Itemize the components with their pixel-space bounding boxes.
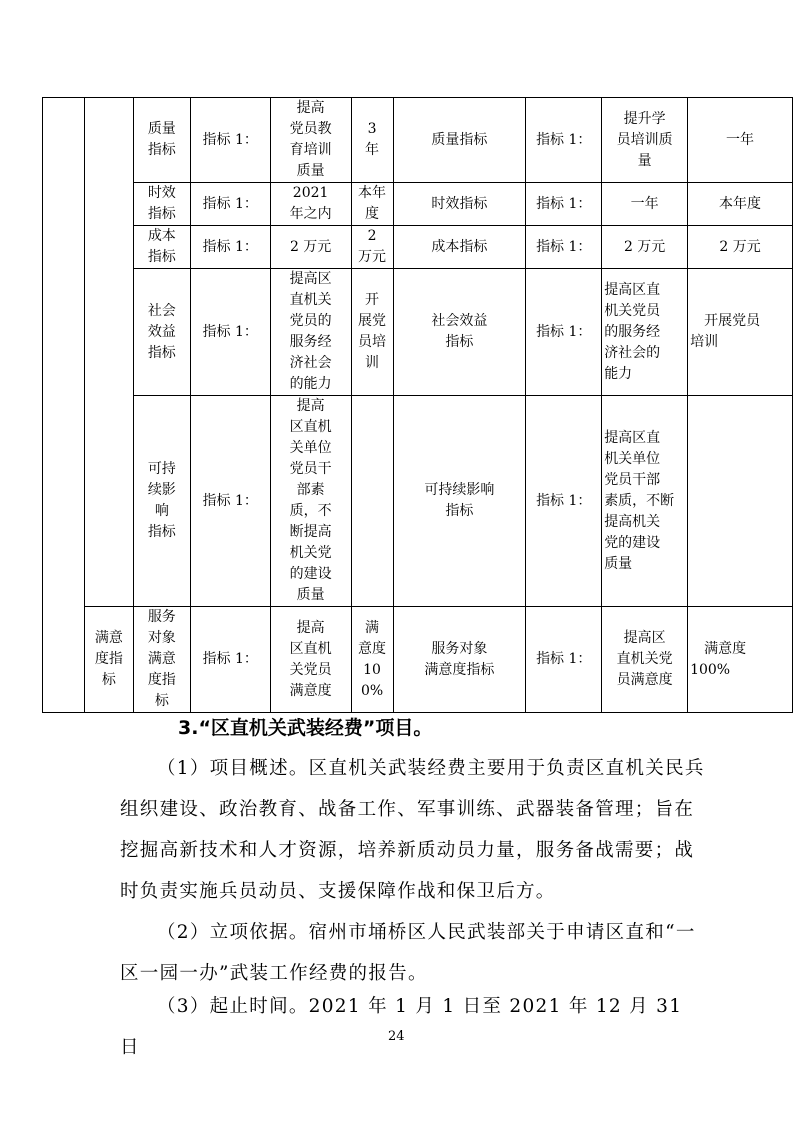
page-number: 24 bbox=[388, 1029, 405, 1044]
table-row bbox=[43, 396, 793, 607]
indicator-value: 2 万元 bbox=[351, 226, 393, 269]
indicator-category-2: 成本指标 bbox=[393, 226, 526, 269]
indicator-value: 开 展党 员培 训 bbox=[351, 269, 393, 396]
indicator-number-2: 指标 1： bbox=[526, 226, 602, 269]
indicator-number: 指标 1： bbox=[190, 183, 270, 226]
indicator-value-2: 本年度 bbox=[688, 183, 793, 226]
indicator-value: 3 年 bbox=[351, 98, 393, 183]
indicator-category-2: 时效指标 bbox=[393, 183, 526, 226]
indicator-category-2: 质量指标 bbox=[393, 98, 526, 183]
indicator-category: 可持 续影 响 指标 bbox=[133, 396, 190, 607]
table-row bbox=[43, 607, 793, 713]
indicator-category-2: 社会效益 指标 bbox=[393, 269, 526, 396]
indicator-description-2: 提高区直 机关党员 的服务经 济社会的 能力 bbox=[602, 269, 688, 396]
indicator-category: 成本 指标 bbox=[133, 226, 190, 269]
indicator-category: 服务 对象 满意 度指 标 bbox=[133, 607, 190, 713]
indicator-number-2: 指标 1： bbox=[526, 607, 602, 713]
indicator-description: 提高区 直机关 党员的 服务经 济社会 的能力 bbox=[270, 269, 351, 396]
indicator-value-2 bbox=[688, 396, 793, 607]
indicator-value bbox=[351, 396, 393, 607]
left-margin-cell bbox=[43, 98, 85, 713]
paragraph-period: （3）起止时间。2021 年 1 月 1 日至 2021 年 12 月 31 日 bbox=[120, 996, 683, 1058]
group-cell bbox=[84, 98, 133, 607]
indicator-number: 指标 1： bbox=[190, 269, 270, 396]
indicator-category: 社会 效益 指标 bbox=[133, 269, 190, 396]
indicator-category: 质量 指标 bbox=[133, 98, 190, 183]
indicator-description: 2021 年之内 bbox=[270, 183, 351, 226]
indicator-description-2: 2 万元 bbox=[602, 226, 688, 269]
satisfaction-group-label: 满意 度指 标 bbox=[84, 607, 133, 713]
indicator-category-2: 可持续影响 指标 bbox=[393, 396, 526, 607]
indicator-value-2: 2 万元 bbox=[688, 226, 793, 269]
indicator-description-2: 提升学 员培训质 量 bbox=[602, 98, 688, 183]
indicator-value: 满 意度 100% bbox=[351, 607, 393, 713]
indicator-category: 时效 指标 bbox=[133, 183, 190, 226]
indicator-number-2: 指标 1： bbox=[526, 98, 602, 183]
table-row bbox=[43, 269, 793, 396]
indicator-value-2: 开展党员 培训 bbox=[688, 269, 793, 396]
indicator-number: 指标 1： bbox=[190, 396, 270, 607]
indicator-description: 提高 区直机 关党员 满意度 bbox=[270, 607, 351, 713]
indicator-category-2: 服务对象 满意度指标 bbox=[393, 607, 526, 713]
indicator-number-2: 指标 1： bbox=[526, 183, 602, 226]
indicator-number: 指标 1： bbox=[190, 226, 270, 269]
indicator-number-2: 指标 1： bbox=[526, 269, 602, 396]
indicator-number-2: 指标 1： bbox=[526, 396, 602, 607]
indicator-description: 2 万元 bbox=[270, 226, 351, 269]
indicator-description-2: 提高区 直机关党 员满意度 bbox=[602, 607, 688, 713]
indicator-number: 指标 1： bbox=[190, 607, 270, 713]
indicator-description: 提高 区直机 关单位 党员干 部素 质，不 断提高 机关党 的建设 质量 bbox=[270, 396, 351, 607]
indicator-number: 指标 1： bbox=[190, 98, 270, 183]
table-row bbox=[43, 98, 793, 183]
indicator-value-2: 一年 bbox=[688, 98, 793, 183]
indicator-description: 提高 党员教 育培训 质量 bbox=[270, 98, 351, 183]
indicator-value: 本年 度 bbox=[351, 183, 393, 226]
indicator-value-2: 满意度 100% bbox=[688, 607, 793, 713]
indicator-description-2: 一年 bbox=[602, 183, 688, 226]
table-row bbox=[43, 226, 793, 269]
paragraph-basis: （2）立项依据。宿州市埇桥区人民武装部关于申请区直和“一区一园一办”武装工作经费的报告。 bbox=[120, 922, 696, 984]
paragraph-overview: （1）项目概述。区直机关武装经费主要用于负责区直机关民兵组织建设、政治教育、战备工作、军事训练、武器装备管理；旨在挖掘高新技术和人才资源，培养新质动员力量，服务备战需要；战时负责实施兵员动员、支援保障作战和保卫后方。 bbox=[120, 758, 705, 902]
indicator-description-2: 提高区直 机关单位 党员干部 素质，不断 提高机关 党的建设 质量 bbox=[602, 396, 688, 607]
performance-indicator-table bbox=[42, 97, 793, 713]
table-row bbox=[43, 183, 793, 226]
section-heading: 3.“区直机关武装经费”项目。 bbox=[178, 717, 433, 739]
